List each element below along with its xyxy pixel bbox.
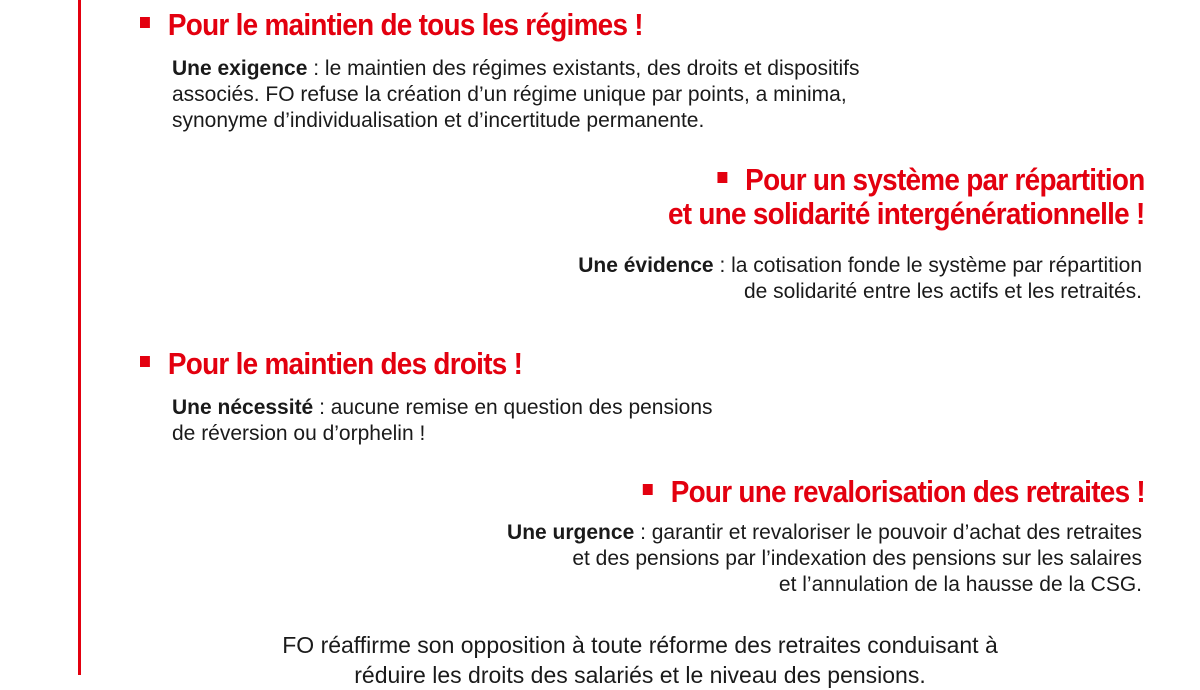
section-revalorisation <box>587 475 1145 509</box>
section-heading: Pour une revalorisation des retraites ! <box>643 475 1145 509</box>
section-keyword: Une nécessité <box>172 396 314 419</box>
section-heading-line2: et une solidarité intergénérationnelle ! <box>668 196 1145 231</box>
bullet-icon <box>140 17 150 28</box>
section-body: Une nécessité : aucune remise en question des pensions de réversion ou d’orphelin ! <box>172 396 713 445</box>
section-maintien-regimes <box>140 8 699 42</box>
section-keyword: Une évidence <box>578 254 714 277</box>
section-maintien-droits <box>140 347 565 381</box>
bullet-icon <box>140 356 150 367</box>
section-body: Une exigence : le maintien des régimes existants, des droits et dispositifs associés. FO refuse la création d’un régime unique par points, a minima, synonyme d’individualisation et d’incertitude permanente. <box>172 57 860 132</box>
bullet-icon <box>718 172 728 183</box>
section-repartition <box>615 163 1145 231</box>
section-heading: Pour un système par répartition <box>668 163 1145 197</box>
section-heading: Pour le maintien de tous les régimes ! <box>140 8 643 42</box>
section-heading: Pour le maintien des droits ! <box>140 347 522 381</box>
section-keyword: Une urgence <box>507 521 635 544</box>
section-body: Une urgence : garantir et revaloriser le pouvoir d’achat des retraites et des pensions par l’indexation des pensions sur les salaires et l’annulation de la hausse de la CSG. <box>507 521 1142 596</box>
bullet-icon <box>643 484 653 495</box>
section-keyword: Une exigence <box>172 57 308 80</box>
section-body: Une évidence : la cotisation fonde le système par répartition de solidarité entre les actifs et les retraités. <box>578 254 1142 303</box>
conclusion-text: FO réaffirme son opposition à toute réforme des retraites conduisant à réduire les droits des salariés et le niveau des pensions. <box>282 632 998 688</box>
left-border-rule <box>78 0 81 675</box>
